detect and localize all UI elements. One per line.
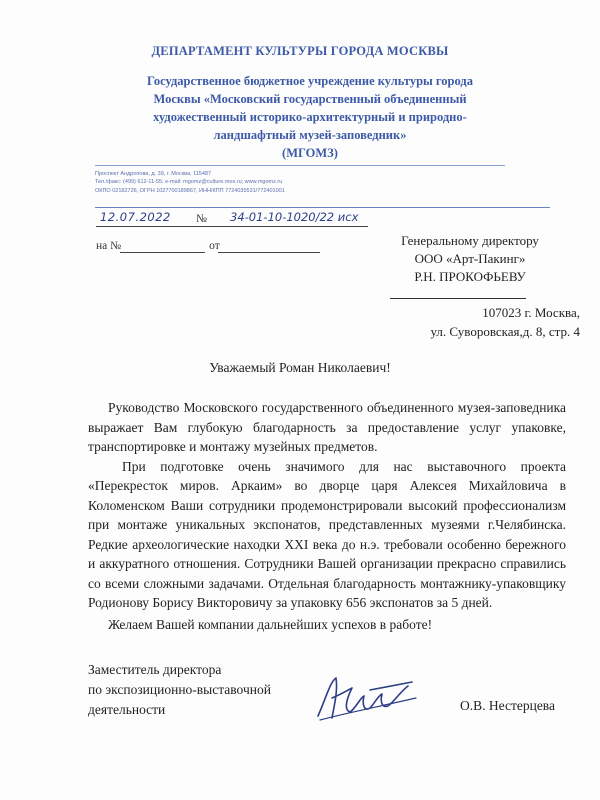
addressee-separator	[390, 298, 526, 299]
reference-date-line	[218, 252, 320, 253]
address-street: ул. Суворовская,д. 8, стр. 4	[430, 324, 580, 339]
organization-line: художественный историко-архитектурный и природно-	[153, 110, 467, 124]
paragraph-wishes: Желаем Вашей компании дальнейших успехов в работе!	[108, 616, 433, 632]
signatory-name: О.В. Нестерцева	[460, 698, 555, 713]
header-divider	[95, 165, 505, 166]
addressee-company: ООО «Арт-Пакинг»	[414, 251, 526, 266]
address-block	[355, 303, 580, 341]
contact-okpo-ogrn: ОКПО 02182726, ОГРН 1027700189867, ИНН/КПП 7724035531/772401001	[95, 187, 285, 194]
signatory-position-line: Заместитель директора	[88, 662, 222, 677]
organization-line: Государственное бюджетное учреждение культуры города	[147, 74, 473, 88]
signatory-position-line: деятельности	[88, 702, 166, 717]
contacts-divider	[95, 207, 550, 208]
handwritten-number: 34-01-10-1020/22 исх	[230, 210, 359, 224]
number-label: №	[196, 213, 207, 225]
letter-greeting: Уважаемый Роман Николаевич!	[209, 360, 391, 375]
organization-line: ландшафтный музей-заповедник»	[213, 128, 407, 142]
organization-line: Москвы «Московский государственный объединенный	[153, 92, 467, 106]
department-name: ДЕПАРТАМЕНТ КУЛЬТУРЫ ГОРОДА МОСКВЫ	[151, 44, 449, 58]
reference-number-line	[120, 252, 205, 253]
signatory-position-line: по экспозиционно-выставочной	[88, 682, 271, 697]
signatory-position	[88, 660, 271, 720]
addressee-block	[370, 232, 570, 286]
letter-body	[88, 398, 566, 634]
addressee-name: Р.Н. ПРОКОФЬЕВУ	[414, 269, 526, 284]
reference-row	[96, 240, 220, 252]
contact-details	[95, 170, 285, 195]
reference-from: от	[209, 240, 220, 252]
paragraph-project: При подготовке очень значимого для нас выставочного проекта «Перекресток миров. Аркаим» во дворце царя Алексея Михайловича в Коломенском Ваши сотрудники продемонстрировали высокий профессионализм при монтаже уникальных экспонатов, представленных музеями г.Челябинска. Редкие археологические находки XXI века до н.э. требовали особенно бережного и аккуратного отношения. Сотрудники Вашей организации прекрасно справились со всеми сложными задачами. Отдельная благодарность монтажнику-упаковщику Родионову Борису Викторовичу за упаковку 656 экспонатов за 5 дней.	[88, 458, 566, 610]
organization-name	[110, 72, 510, 162]
paragraph-gratitude: Руководство Московского государственного объединенного музея-заповедника выражает Вам глубокую благодарность за предоставление услуг упаковке, транспортировке и монтажу музейных предметов.	[88, 400, 566, 454]
organization-abbreviation: (МГОМЗ)	[282, 146, 338, 160]
contact-address: Проспект Андропова, д. 39, г. Москва, 115487	[95, 171, 212, 177]
handwritten-signature	[312, 668, 422, 733]
handwritten-date: 12.07.2022	[100, 210, 171, 224]
address-city: 107023 г. Москва,	[482, 305, 580, 320]
addressee-position: Генеральному директору	[401, 233, 539, 248]
contact-phone-web: Тел./факс: (499) 612-11-55; e-mail: mgomz@culture.mos.ru; www.mgomz.ru	[95, 179, 283, 186]
reference-prefix: на №	[96, 240, 122, 252]
number-line	[212, 226, 368, 227]
